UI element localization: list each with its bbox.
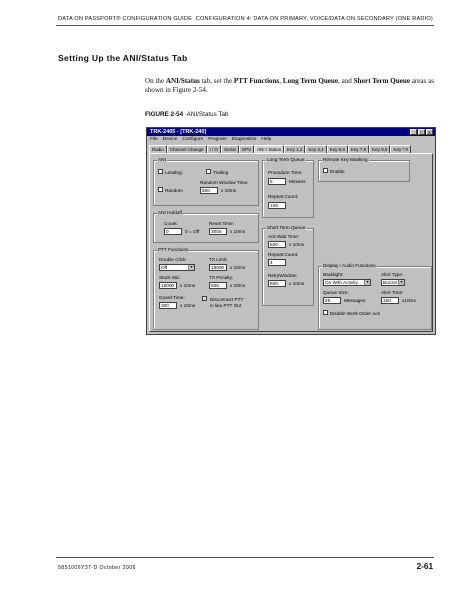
backlight-label: Backlight:: [323, 272, 344, 277]
maximize-button[interactable]: □: [418, 129, 425, 135]
page-number: 2-61: [416, 562, 433, 571]
count-note: 0 = Off: [185, 229, 200, 234]
tab-gps[interactable]: GPS: [239, 145, 255, 153]
intro-paragraph: On the ANI/Status tab, set the PTT Functions, Long Term Queue, and Short Term Queue areas as shown in Figure 2-54.: [145, 77, 434, 95]
reset-time-label: Reset Time:: [209, 221, 235, 226]
leading-label: Leading: [165, 170, 182, 175]
retry-window-input[interactable]: 500: [268, 280, 286, 287]
app-window: [146, 127, 436, 335]
random-window-unit: x 10ms: [221, 188, 237, 193]
chevron-down-icon: ▼: [399, 280, 404, 284]
tab-ani-status[interactable]: ANI / Status: [254, 145, 284, 153]
enable-checkbox[interactable]: [323, 168, 328, 173]
guard-time-unit: x 10ms: [180, 303, 196, 308]
ack-wait-unit: x 10ms: [289, 242, 305, 247]
chevron-down-icon: ▼: [365, 280, 370, 284]
leading-checkbox[interactable]: [158, 169, 163, 174]
random-checkbox[interactable]: [158, 187, 163, 192]
menu-file[interactable]: File: [150, 137, 158, 142]
minimize-button[interactable]: _: [410, 129, 417, 135]
tab-io[interactable]: I / O: [207, 145, 222, 153]
tab-radio[interactable]: Radio: [149, 145, 167, 153]
ani-holdoff-title: ANI Holdoff: [158, 210, 182, 215]
random-window-label: Random Window Time:: [200, 180, 249, 185]
tab-key-5-6[interactable]: Key 5,6: [327, 145, 348, 153]
random-label: Random: [165, 188, 183, 193]
close-button[interactable]: ×: [426, 129, 433, 135]
remote-key-masking-title: Remote Key Masking: [323, 157, 368, 162]
chevron-down-icon: ▼: [189, 265, 194, 269]
guard-time-label: Guard Time:: [159, 295, 185, 300]
figure-caption: FIGURE 2-54 ANI/Status Tab: [145, 111, 229, 118]
ani-holdoff-group: [153, 210, 259, 243]
title-bar: [147, 128, 435, 136]
stuck-mic-unit: x 10ms: [180, 283, 196, 288]
remote-key-masking-group: [318, 157, 410, 182]
ptt-functions-title: PTT Functions: [158, 247, 189, 252]
queue-size-input[interactable]: 25: [323, 297, 341, 304]
tab-serial[interactable]: Serial: [221, 145, 239, 153]
count-input[interactable]: 0: [164, 228, 182, 235]
tab-panel: [149, 153, 433, 332]
menu-configure[interactable]: Configure: [182, 137, 204, 142]
enable-label: Enable: [330, 169, 345, 174]
stuck-mic-label: Stuck Mic:: [159, 275, 181, 280]
procedure-time-label: Procedure Time:: [268, 170, 303, 175]
short-term-queue-group: [262, 225, 314, 306]
stuck-mic-input[interactable]: 18000: [159, 282, 177, 289]
alert-time-label: Alert Time:: [381, 290, 404, 295]
window-title: TRK-2405 - [TRK-240]: [150, 129, 207, 135]
retry-window-label: RetryWindow:: [268, 273, 298, 278]
disconnect-ptt-label-1: Disconnect PTT: [210, 297, 244, 302]
double-click-select[interactable]: Off ▼: [161, 265, 194, 270]
ack-wait-label: Ack Wait Time:: [268, 234, 300, 239]
menu-bar: [147, 136, 435, 143]
tx-penalty-input[interactable]: 500: [209, 282, 227, 289]
repeat-count-input[interactable]: 100: [268, 202, 286, 209]
retry-window-unit: x 10ms: [289, 281, 305, 286]
tab-key-7-8[interactable]: Key 7,8: [348, 145, 369, 153]
long-term-queue-title: Long Term Queue: [267, 157, 305, 162]
footer-left: 5851006Y37-D October 2006: [58, 565, 136, 571]
alert-type-select[interactable]: Buzzer ▼: [383, 280, 404, 285]
procedure-time-unit: Minutes: [289, 179, 306, 184]
tab-key-3-4[interactable]: Key 3,4: [305, 145, 326, 153]
st-repeat-count-input[interactable]: 4: [268, 259, 286, 266]
long-term-queue-group: [262, 157, 314, 218]
display-audio-group: [318, 263, 432, 330]
tab-key-1-2[interactable]: Key 1,2: [284, 145, 305, 153]
disable-ack-checkbox[interactable]: [323, 310, 328, 315]
tx-limit-label: TX Limit:: [209, 257, 228, 262]
double-click-label: Double Click:: [159, 257, 187, 262]
alert-time-unit: x10ms: [402, 298, 416, 303]
reset-time-input[interactable]: 3000: [209, 228, 227, 235]
header-right: CONFIGURATION 4: DATA ON PRIMARY, VOICE/DATA ON SECONDARY (ONE RADIO): [195, 16, 433, 22]
tab-key-star-hash[interactable]: Key *,#: [390, 145, 411, 153]
disable-ack-label: Disable Work Order Ack: [330, 311, 380, 316]
display-audio-title: Display / Audio Functions: [323, 263, 376, 268]
trailing-checkbox[interactable]: [206, 169, 211, 174]
tx-penalty-label: TX Penalty:: [209, 275, 234, 280]
repeat-count-label: Repeat Count:: [268, 194, 299, 199]
ptt-functions-group: [153, 247, 259, 330]
backlight-select[interactable]: On With Activity ▼: [325, 280, 370, 285]
section-title: Setting Up the ANI/Status Tab: [58, 53, 188, 63]
alert-type-label: Alert Type:: [381, 272, 404, 277]
tab-key-9-0[interactable]: Key 9,0: [369, 145, 390, 153]
guard-time-input[interactable]: 300: [159, 302, 177, 309]
tx-limit-unit: x 10ms: [230, 265, 246, 270]
trailing-label: Trailing: [213, 170, 229, 175]
menu-program[interactable]: Program: [208, 137, 227, 142]
alert-time-input[interactable]: 150: [381, 297, 399, 304]
procedure-time-input[interactable]: 5: [268, 178, 286, 185]
menu-help[interactable]: Help: [261, 137, 272, 142]
header-left: DATA ON PASSPORT® CONFIGURATION GUIDE: [58, 16, 193, 22]
header-rule: [56, 25, 434, 26]
disconnect-ptt-label-2: in lieu PTT Out: [210, 303, 242, 308]
ani-group-title: ANI: [158, 157, 166, 162]
short-term-queue-title: Short Term Queue: [267, 225, 306, 230]
ani-group: [153, 157, 259, 206]
queue-size-unit: Messages: [344, 298, 366, 303]
tab-strip: [149, 145, 433, 153]
menu-diagnostics[interactable]: Diagnostics: [231, 137, 257, 142]
footer-rule: [56, 557, 434, 558]
tx-limit-input[interactable]: 18000: [209, 264, 227, 271]
count-label: Count:: [164, 221, 178, 226]
disconnect-ptt-checkbox[interactable]: ✓: [203, 296, 207, 302]
ack-wait-input[interactable]: 500: [268, 241, 286, 248]
tab-channel-change[interactable]: Channel Change: [167, 145, 207, 153]
queue-size-label: Queue Size:: [323, 290, 349, 295]
tx-penalty-unit: x 10ms: [230, 283, 246, 288]
menu-device[interactable]: Device: [162, 137, 178, 142]
st-repeat-count-label: Repeat Count:: [268, 252, 299, 257]
reset-time-unit: x 10ms: [230, 229, 246, 234]
random-window-input[interactable]: 500: [200, 187, 218, 194]
